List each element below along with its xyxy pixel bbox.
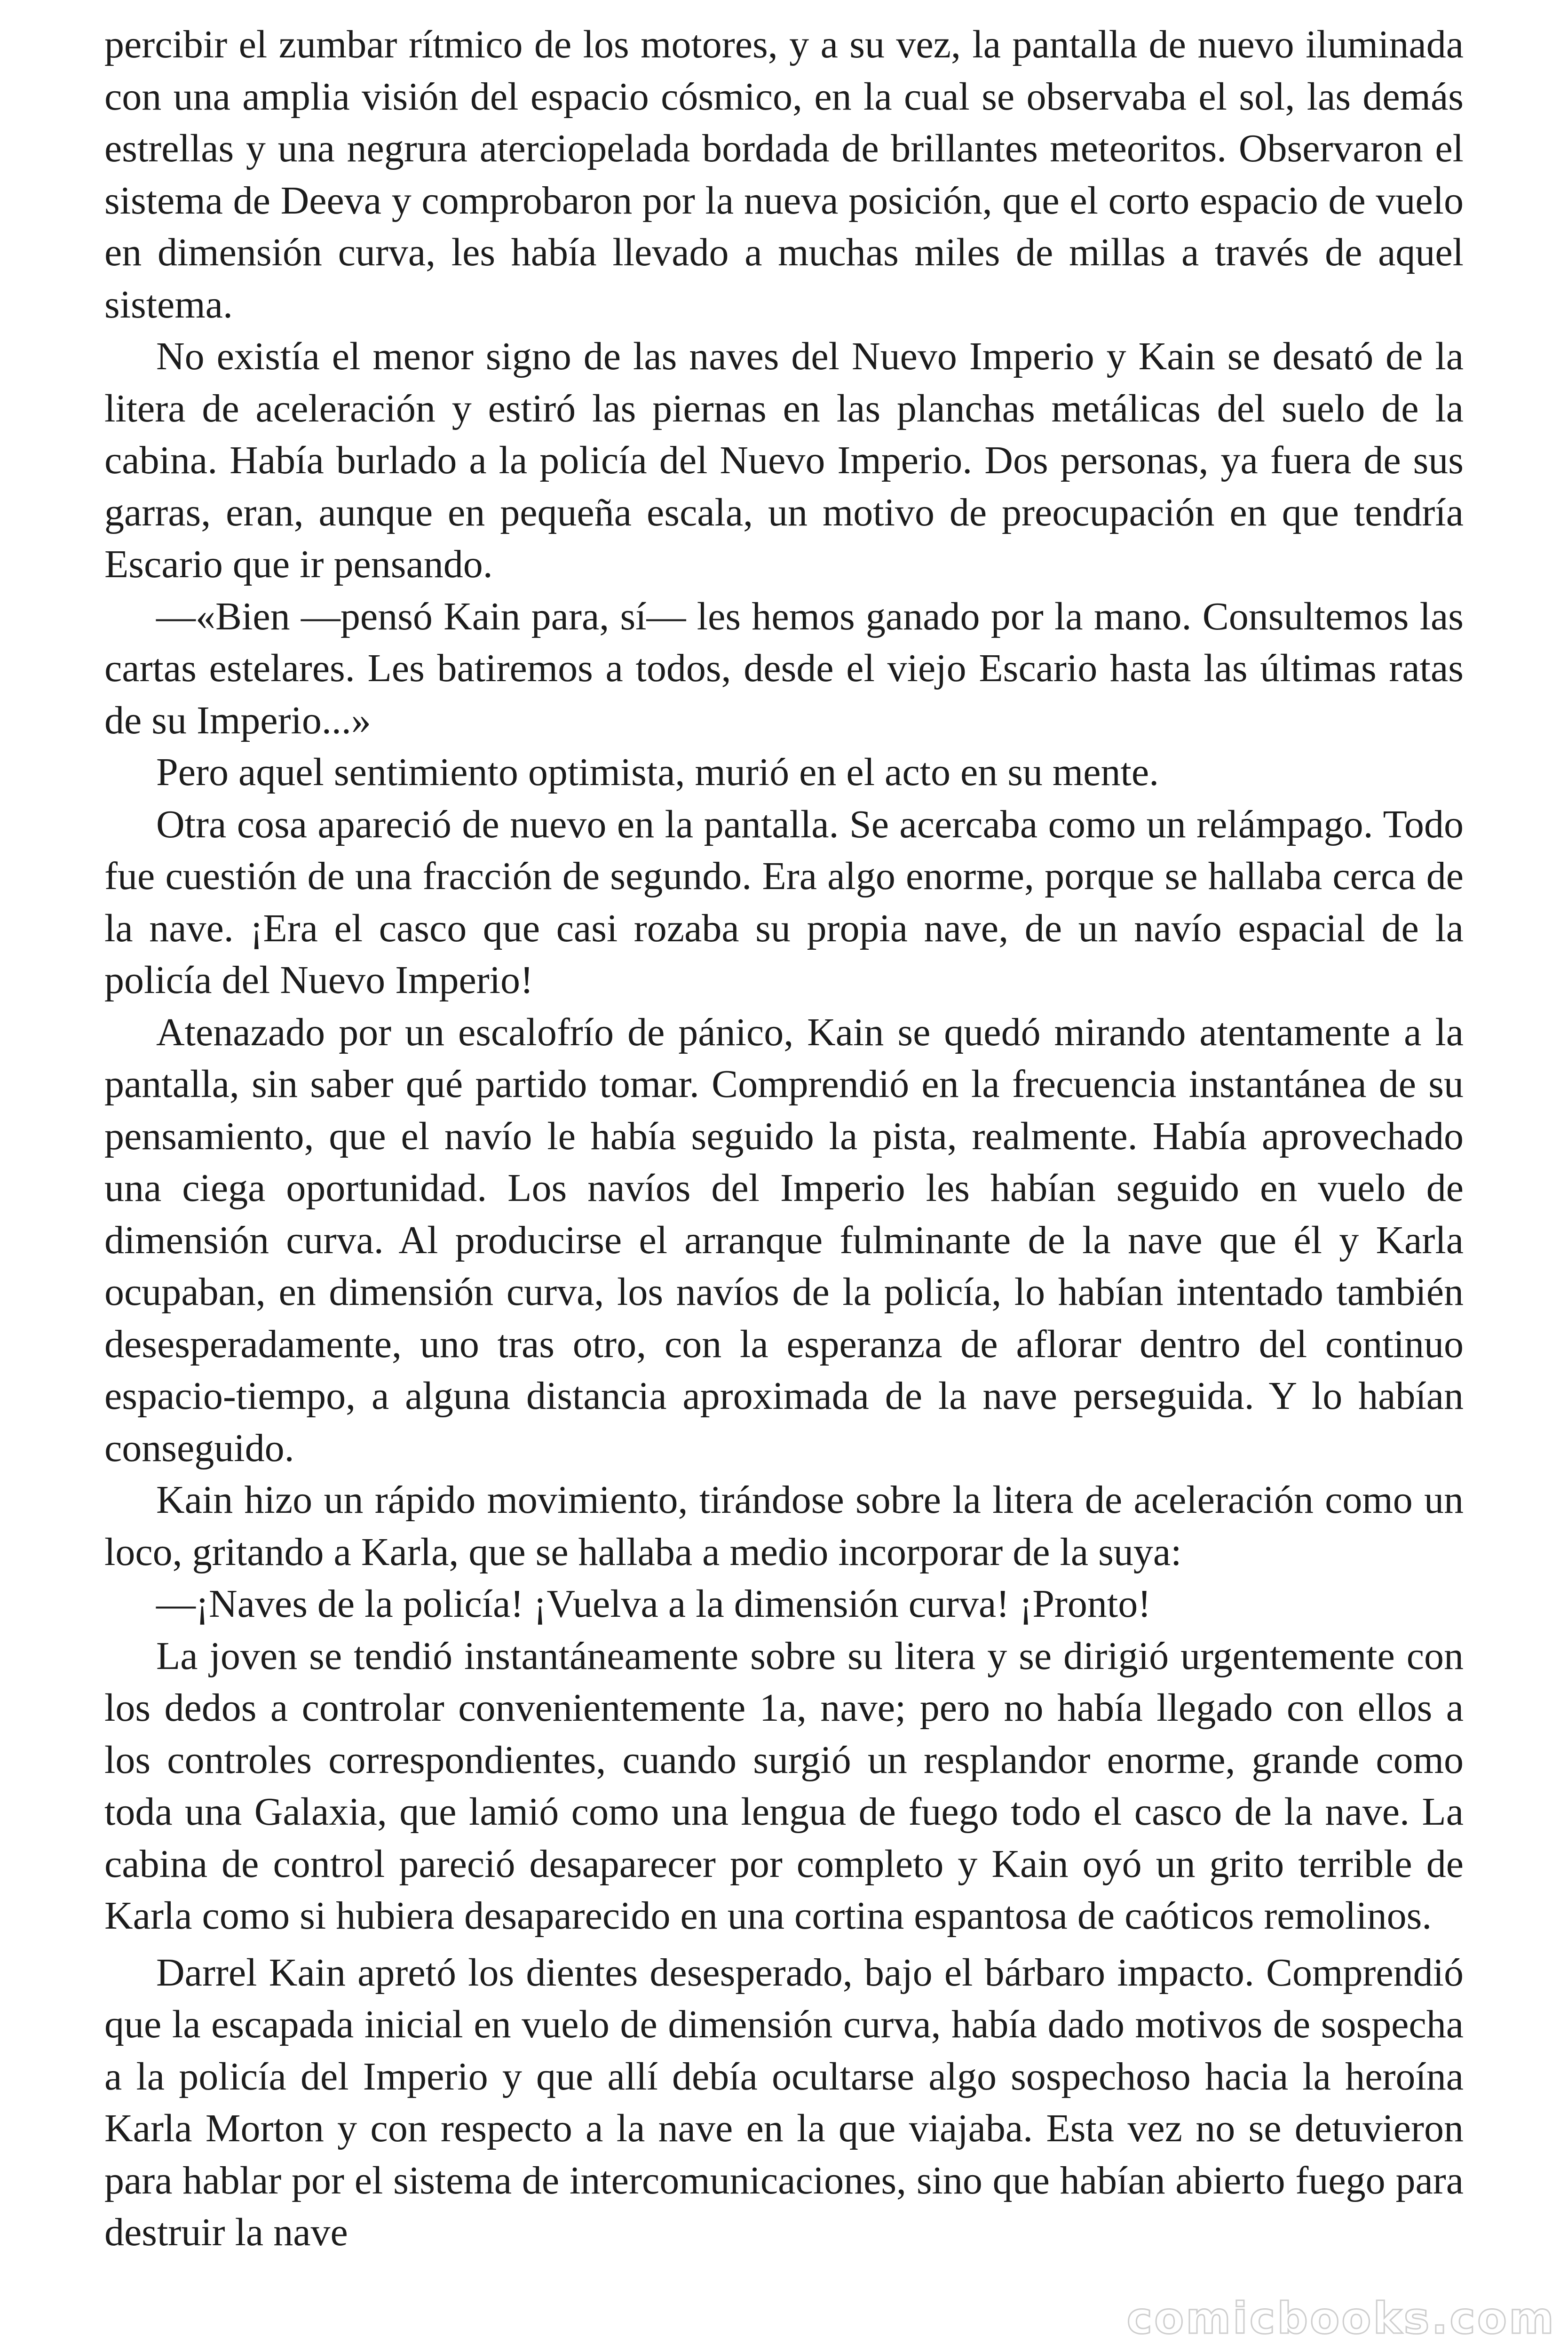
paragraph-6: Atenazado por un escalofrío de pánico, Kain se quedó mirando atentamente a la pantalla, sin saber qué partido tomar. Comprendió en la frecuencia instantánea de su pensamiento, que el navío le había seguido la pista, realmente. Había aprovechado una ciega oportunidad. Los navíos del Imperio les habían seguido en vuelo de dimensión curva. Al producirse el arranque fulminante de la nave que él y Karla ocupaban, en dimensión curva, los navíos de la policía, lo habían intentado también desesperadamente, uno tras otro, con la esperanza de aflorar dentro del continuo espacio-tiempo, a alguna distancia aproximada de la nave perseguida. Y lo habían conseguido.: [104, 1010, 1464, 1470]
paragraph-5: Otra cosa apareció de nuevo en la pantalla. Se acercaba como un relámpago. Todo fue cuestión de una fracción de segundo. Era algo enorme, porque se hallaba cerca de la nave. ¡Era el casco que casi rozaba su propia nave, de un navío espacial de la policía del Nuevo Imperio!: [104, 802, 1464, 1002]
paragraph-10: Darrel Kain apretó los dientes desesperado, bajo el bárbaro impacto. Comprendió que la escapada inicial en vuelo de dimensión curva, había dado motivos de sospecha a la policía del Imperio y que allí debía ocultarse algo sospechoso hacia la heroína Karla Morton y con respecto a la nave en la que viajaba. Esta vez no se detuvieron para hablar por el sistema de intercomunicaciones, sino que habían abierto fuego para destruir la nave: [104, 1950, 1464, 2254]
paragraph-8: —¡Naves de la policía! ¡Vuelva a la dimensión curva! ¡Pronto!: [156, 1582, 1151, 1626]
paragraph-7: Kain hizo un rápido movimiento, tirándose sobre la litera de aceleración como un loco, gritando a Karla, que se hallaba a medio incorporar de la suya:: [104, 1478, 1464, 1574]
paragraph-3: —«Bien —pensó Kain para, sí— les hemos ganado por la mano. Consultemos las cartas estelares. Les batiremos a todos, desde el viejo Escario hasta las últimas ratas de su Imperio...»: [104, 594, 1464, 742]
paragraph-9: La joven se tendió instantáneamente sobre su litera y se dirigió urgentemente con los dedos a controlar convenientemente 1a, nave; pero no había llegado con ellos a los controles correspondientes, cuando surgió un resplandor enorme, grande como toda una Galaxia, que lamió como una lengua de fuego todo el casco de la nave. La cabina de control pareció desaparecer por completo y Kain oyó un grito terrible de Karla como si hubiera desaparecido en una cortina espantosa de caóticos remolinos.: [104, 1634, 1464, 1938]
watermark-logo: comicbooks.com: [1126, 2293, 1556, 2344]
paragraph-4: Pero aquel sentimiento optimista, murió en el acto en su mente.: [156, 750, 1159, 794]
paragraph-1: percibir el zumbar rítmico de los motores, y a su vez, la pantalla de nuevo iluminada con una amplia visión del espacio cósmico, en la cual se observaba el sol, las demás estrellas y una negrura aterciopelada bordada de brillantes meteoritos. Observaron el sistema de Deeva y comprobaron por la nueva posición, que el corto espacio de vuelo en dimensión curva, les había llevado a muchas miles de millas a través de aquel sistema.: [104, 23, 1464, 326]
document-page: [104, 19, 1464, 2259]
paragraph-2: No existía el menor signo de las naves del Nuevo Imperio y Kain se desató de la litera de aceleración y estiró las piernas en las planchas metálicas del suelo de la cabina. Había burlado a la policía del Nuevo Imperio. Dos personas, ya fuera de sus garras, eran, aunque en pequeña escala, un motivo de preocupación en que tendría Escario que ir pensando.: [104, 334, 1464, 586]
